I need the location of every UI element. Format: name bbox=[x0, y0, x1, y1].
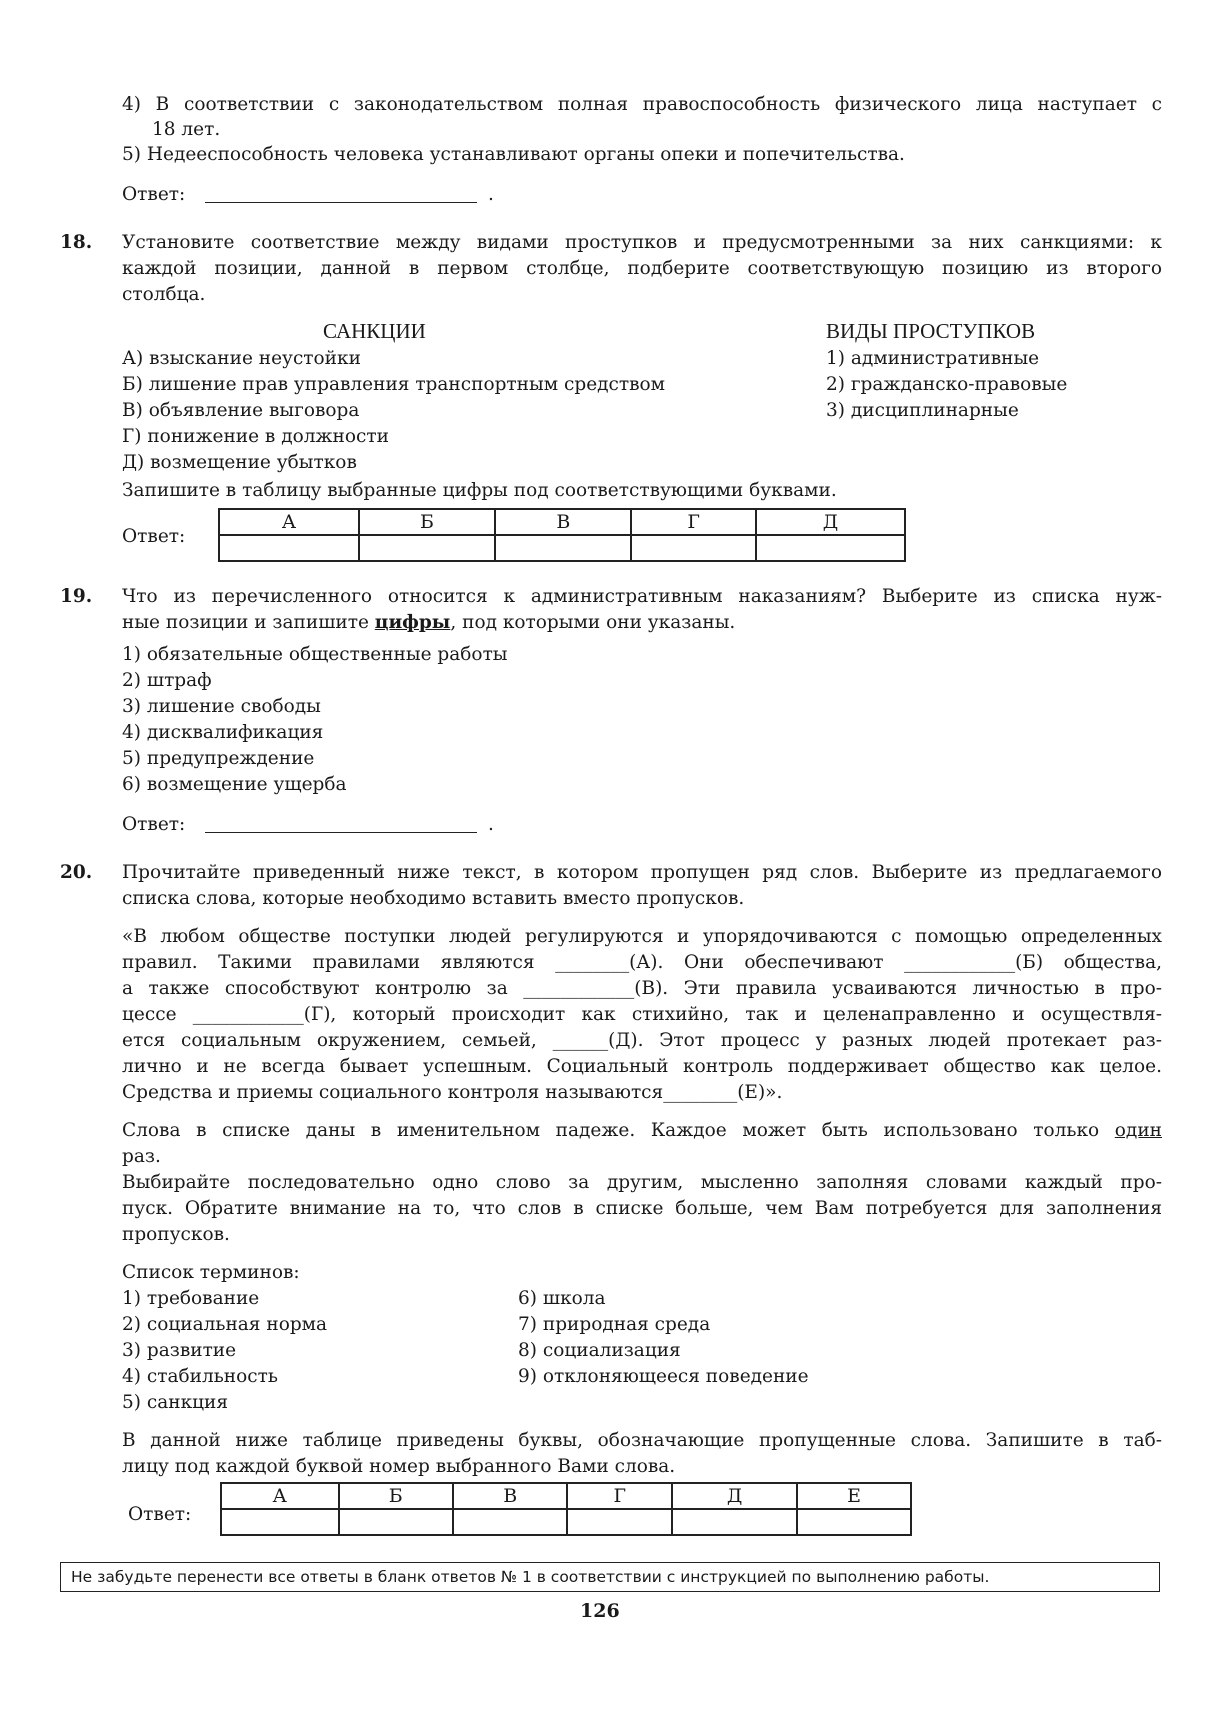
q20-choose-1: Выбирайте последовательно одно слово за другим, мысленно заполняя словами каждый про- bbox=[122, 1172, 1162, 1193]
q18-right-item-3: 3) дисциплинарные bbox=[826, 400, 1019, 421]
footer-reminder: Не забудьте перенести все ответы в бланк ответов № 1 в соответствии с инструкцией по выполнению работы. bbox=[60, 1562, 1160, 1592]
q20-passage-7: Средства и приемы социального контроля называются________(Е)». bbox=[122, 1082, 783, 1103]
q20-term-4: 4) стабильность bbox=[122, 1366, 278, 1387]
q18-cell-a[interactable] bbox=[219, 535, 359, 561]
q20-passage-4: цессе ____________(Г), который происходит как стихийно, так и целенаправленно и осуществля- bbox=[122, 1004, 1162, 1025]
q18-answer-label: Ответ: bbox=[122, 526, 186, 547]
q17-answer-dot: . bbox=[488, 184, 494, 205]
q20-term-3: 3) развитие bbox=[122, 1340, 237, 1361]
q18-instruction: Запишите в таблицу выбранные цифры под соответствующими буквами. bbox=[122, 480, 837, 501]
q19-text-2-bold: цифры bbox=[374, 612, 451, 633]
q19-text-2 bbox=[122, 610, 735, 636]
q18-col-a: А bbox=[219, 509, 359, 535]
q20-cell-b[interactable] bbox=[339, 1509, 453, 1535]
page-number: 126 bbox=[580, 1600, 620, 1622]
q19-item-3: 3) лишение свободы bbox=[122, 696, 321, 717]
q19-answer-field[interactable] bbox=[205, 814, 477, 833]
q20-choose-2: пуск. Обратите внимание на то, что слов в списке больше, чем Вам потребуется для заполнения bbox=[122, 1198, 1162, 1219]
q18-cell-b[interactable] bbox=[359, 535, 495, 561]
q17-item-5: 5) Недееспособность человека устанавливают органы опеки и попечительства. bbox=[122, 144, 905, 165]
q18-cell-v[interactable] bbox=[495, 535, 631, 561]
q20-col-e: Е bbox=[797, 1483, 911, 1509]
q18-col-d: Д bbox=[756, 509, 905, 535]
q18-col-v: В bbox=[495, 509, 631, 535]
q20-term-9: 9) отклоняющееся поведение bbox=[518, 1366, 809, 1387]
q18-left-item-g: Г) понижение в должности bbox=[122, 426, 389, 447]
q19-answer-dot: . bbox=[488, 814, 494, 835]
q19-number: 19. bbox=[60, 586, 93, 607]
q20-cell-v[interactable] bbox=[453, 1509, 567, 1535]
q19-item-6: 6) возмещение ущерба bbox=[122, 774, 347, 795]
q20-answer-table bbox=[220, 1482, 912, 1536]
q18-number: 18. bbox=[60, 232, 93, 253]
q18-left-item-b: Б) лишение прав управления транспортным средством bbox=[122, 374, 666, 395]
q19-text-2-pre: ные позиции и запишите bbox=[122, 612, 375, 633]
q19-item-5: 5) предупреждение bbox=[122, 748, 315, 769]
q20-col-v: В bbox=[453, 1483, 567, 1509]
q18-text-3: столбца. bbox=[122, 284, 206, 305]
q18-cell-g[interactable] bbox=[631, 535, 756, 561]
q19-item-4: 4) дисквалификация bbox=[122, 722, 324, 743]
q20-note-2: раз. bbox=[122, 1146, 161, 1167]
q17-item-4-cont: 18 лет. bbox=[152, 119, 221, 140]
q17-item-4: 4) В соответствии с законодательством полная правоспособность физического лица наступает с bbox=[122, 94, 1162, 115]
q20-terms-heading: Список терминов: bbox=[122, 1262, 300, 1283]
q18-col-g: Г bbox=[631, 509, 756, 535]
q20-term-8: 8) социализация bbox=[518, 1340, 681, 1361]
q18-left-item-d: Д) возмещение убытков bbox=[122, 452, 357, 473]
q20-note-1-underline: один bbox=[1114, 1120, 1162, 1141]
q17-answer-label: Ответ: bbox=[122, 184, 186, 205]
q20-col-d: Д bbox=[672, 1483, 797, 1509]
q20-passage-3: а также способствуют контролю за ____________(В). Эти правила усваиваются личностью в про- bbox=[122, 978, 1162, 999]
q20-cell-d[interactable] bbox=[672, 1509, 797, 1535]
q20-table-note-2: лицу под каждой буквой номер выбранного Вами слова. bbox=[122, 1456, 676, 1477]
q20-cell-e[interactable] bbox=[797, 1509, 911, 1535]
q20-table-note-1: В данной ниже таблице приведены буквы, обозначающие пропущенные слова. Запишите в таб- bbox=[122, 1430, 1162, 1451]
q20-term-5: 5) санкция bbox=[122, 1392, 229, 1413]
q19-item-1: 1) обязательные общественные работы bbox=[122, 644, 508, 665]
q20-cell-a[interactable] bbox=[221, 1509, 339, 1535]
q20-text-1: Прочитайте приведенный ниже текст, в котором пропущен ряд слов. Выберите из предлагаемого bbox=[122, 862, 1162, 883]
q17-answer-field[interactable] bbox=[205, 184, 477, 203]
q20-note-1 bbox=[122, 1118, 1162, 1144]
q20-cell-g[interactable] bbox=[567, 1509, 672, 1535]
q20-term-2: 2) социальная норма bbox=[122, 1314, 328, 1335]
q18-cell-d[interactable] bbox=[756, 535, 905, 561]
q19-text-2-post: , под которыми они указаны. bbox=[450, 612, 736, 633]
q20-answer-label: Ответ: bbox=[128, 1504, 192, 1525]
q20-term-7: 7) природная среда bbox=[518, 1314, 711, 1335]
q20-choose-3: пропусков. bbox=[122, 1224, 230, 1245]
q18-left-item-v: В) объявление выговора bbox=[122, 400, 360, 421]
q18-answer-table bbox=[218, 508, 906, 562]
q20-col-g: Г bbox=[567, 1483, 672, 1509]
q18-col-b: Б bbox=[359, 509, 495, 535]
q18-right-item-1: 1) административные bbox=[826, 348, 1040, 369]
q20-passage-5: ется социальным окружением, семьей, ______(Д). Этот процесс у разных людей протекает раз- bbox=[122, 1030, 1162, 1051]
q18-left-item-a: А) взыскание неустойки bbox=[122, 348, 361, 369]
q19-answer-label: Ответ: bbox=[122, 814, 186, 835]
q20-passage-2: правил. Такими правилами являются ________(А). Они обеспечивают ____________(Б) общества, bbox=[122, 952, 1162, 973]
q19-item-2: 2) штраф bbox=[122, 670, 212, 691]
q18-left-heading: САНКЦИИ bbox=[323, 319, 426, 343]
q20-term-1: 1) требование bbox=[122, 1288, 260, 1309]
q20-col-b: Б bbox=[339, 1483, 453, 1509]
q20-passage-6: лично и не всегда бывает успешным. Социальный контроль поддерживает общество как целое. bbox=[122, 1056, 1162, 1077]
q19-text-1: Что из перечисленного относится к административным наказаниям? Выберите из списка нуж- bbox=[122, 586, 1162, 607]
q20-number: 20. bbox=[60, 862, 93, 883]
q20-passage-1: «В любом обществе поступки людей регулируются и упорядочиваются с помощью определенных bbox=[122, 926, 1162, 947]
q20-col-a: А bbox=[221, 1483, 339, 1509]
q20-term-6: 6) школа bbox=[518, 1288, 606, 1309]
q20-text-2: списка слова, которые необходимо вставить вместо пропусков. bbox=[122, 888, 745, 909]
q20-note-1-pre: Слова в списке даны в именительном падеже. Каждое может быть использовано только bbox=[122, 1120, 1115, 1141]
q18-right-heading: ВИДЫ ПРОСТУПКОВ bbox=[826, 319, 1036, 343]
q18-text-1: Установите соответствие между видами проступков и предусмотренными за них санкциями: к bbox=[122, 232, 1162, 253]
q18-text-2: каждой позиции, данной в первом столбце, подберите соответствующую позицию из второго bbox=[122, 258, 1162, 279]
q18-right-item-2: 2) гражданско-правовые bbox=[826, 374, 1068, 395]
